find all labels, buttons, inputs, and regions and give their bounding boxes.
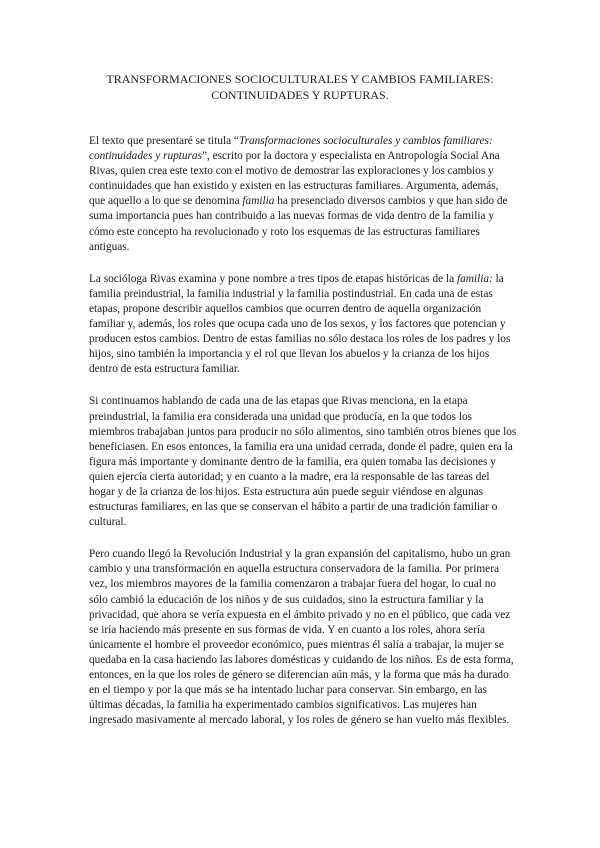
- paragraph-2-familia-italic: familia:: [456, 272, 493, 285]
- document-title: [60, 71, 540, 103]
- paragraph-2-text-a: La socióloga Rivas examina y pone nombre a tres tipos de etapas históricas de la: [89, 272, 457, 285]
- document-body: [89, 134, 517, 745]
- paragraph-1-title-italic: Transformaciones socioculturales y cambios familiares: continuidades y rupturas: [89, 135, 493, 163]
- paragraph-1: [89, 134, 517, 255]
- paragraph-1-text-c: ”, escrito por la doctora y especialista en Antropología Social Ana Rivas, quien crea este texto con el motivo de demostrar las exploraciones y los cambios y continuidades que han existido y existen en las estructuras familiares. Argumenta, además, que aquello a lo que se denomina: [89, 150, 500, 208]
- paragraph-2-text-c: la familia preindustrial, la familia industrial y la familia postindustrial. En cada una de estas etapas, propone describir aquellos cambios que ocurren dentro de aquella organización familiar y, además, los roles que ocupa cada uno de los sexos, y los factores que potencian y producen estos cambios. Dentro de estas familias no sólo destaca los roles de los padres y los hijos, sino también la importancia y el rol que llevan los abuelos y la crianza de los hijos dentro de esta estructura familiar.: [89, 272, 511, 376]
- paragraph-1-familia-italic: familia: [242, 195, 275, 208]
- paragraph-1-text-a: El texto que presentaré se titula “: [89, 135, 239, 147]
- title-line-1: TRANSFORMACIONES SOCIOCULTURALES Y CAMBIOS FAMILIARES:: [106, 72, 494, 86]
- paragraph-1-text-e: ha presenciado diversos cambios y que han sido de suma importancia pues han contribuido a las nuevas formas de vida dentro de la familia y cómo este concepto ha revolucionado y roto los esquemas de las estructuras familiares antiguas.: [89, 195, 508, 253]
- paragraph-4: Pero cuando llegó la Revolución Industrial y la gran expansión del capitalismo, hubo un gran cambio y una transformación en aquella estructura conservadora de la familia. Por primera vez, los miembros mayores de la familia comenzaron a trabajar fuera del hogar, lo cual no sólo cambió la educación de los niños y de sus cuidados, sino la estructura familiar y la privacidad, que ahora se vería expuesta en el ámbito privado y no en el público, que cada vez se iría haciendo más presente en sus formas de vida. Y en cuanto a los roles, ahora sería únicamente el hombre el proveedor económico, pues mientras él salía a trabajar, la mujer se quedaba en la casa haciendo las labores domésticas y cuidando de los niños. Es de esta forma, entonces, en la que los roles de género se diferencian aún más, y la forma que más ha durado en el tiempo y por la que más se ha intentado luchar para conservar. Sin embargo, en las últimas décadas, la familia ha experimentado cambios significativos. Las mujeres han ingresado masivamente al mercado laboral, y los roles de género se han vuelto más flexibles.: [89, 548, 514, 727]
- title-line-2: CONTINUIDADES Y RUPTURAS.: [211, 88, 389, 102]
- paragraph-3: Si continuamos hablando de cada una de las etapas que Rivas menciona, en la etapa preindustrial, la familia era considerada una unidad que producía, en la que todos los miembros trabajaban juntos para producir no sólo alimentos, sino también otros bienes que los beneficiasen. En esos entonces, la familia era una unidad cerrada, donde el padre, quien era la figura más importante y dominante dentro de la familia, era quien tomaba las decisiones y quien ejercía cierta autoridad; y en cuanto a la madre, era la responsable de las tareas del hogar y de la crianza de los hijos. Esta estructura aún puede seguir viéndose en algunas estructuras familiares, en las que se conservan el hábito a partir de una tradición familiar o cultural.: [89, 395, 517, 529]
- paragraph-2: [89, 272, 517, 378]
